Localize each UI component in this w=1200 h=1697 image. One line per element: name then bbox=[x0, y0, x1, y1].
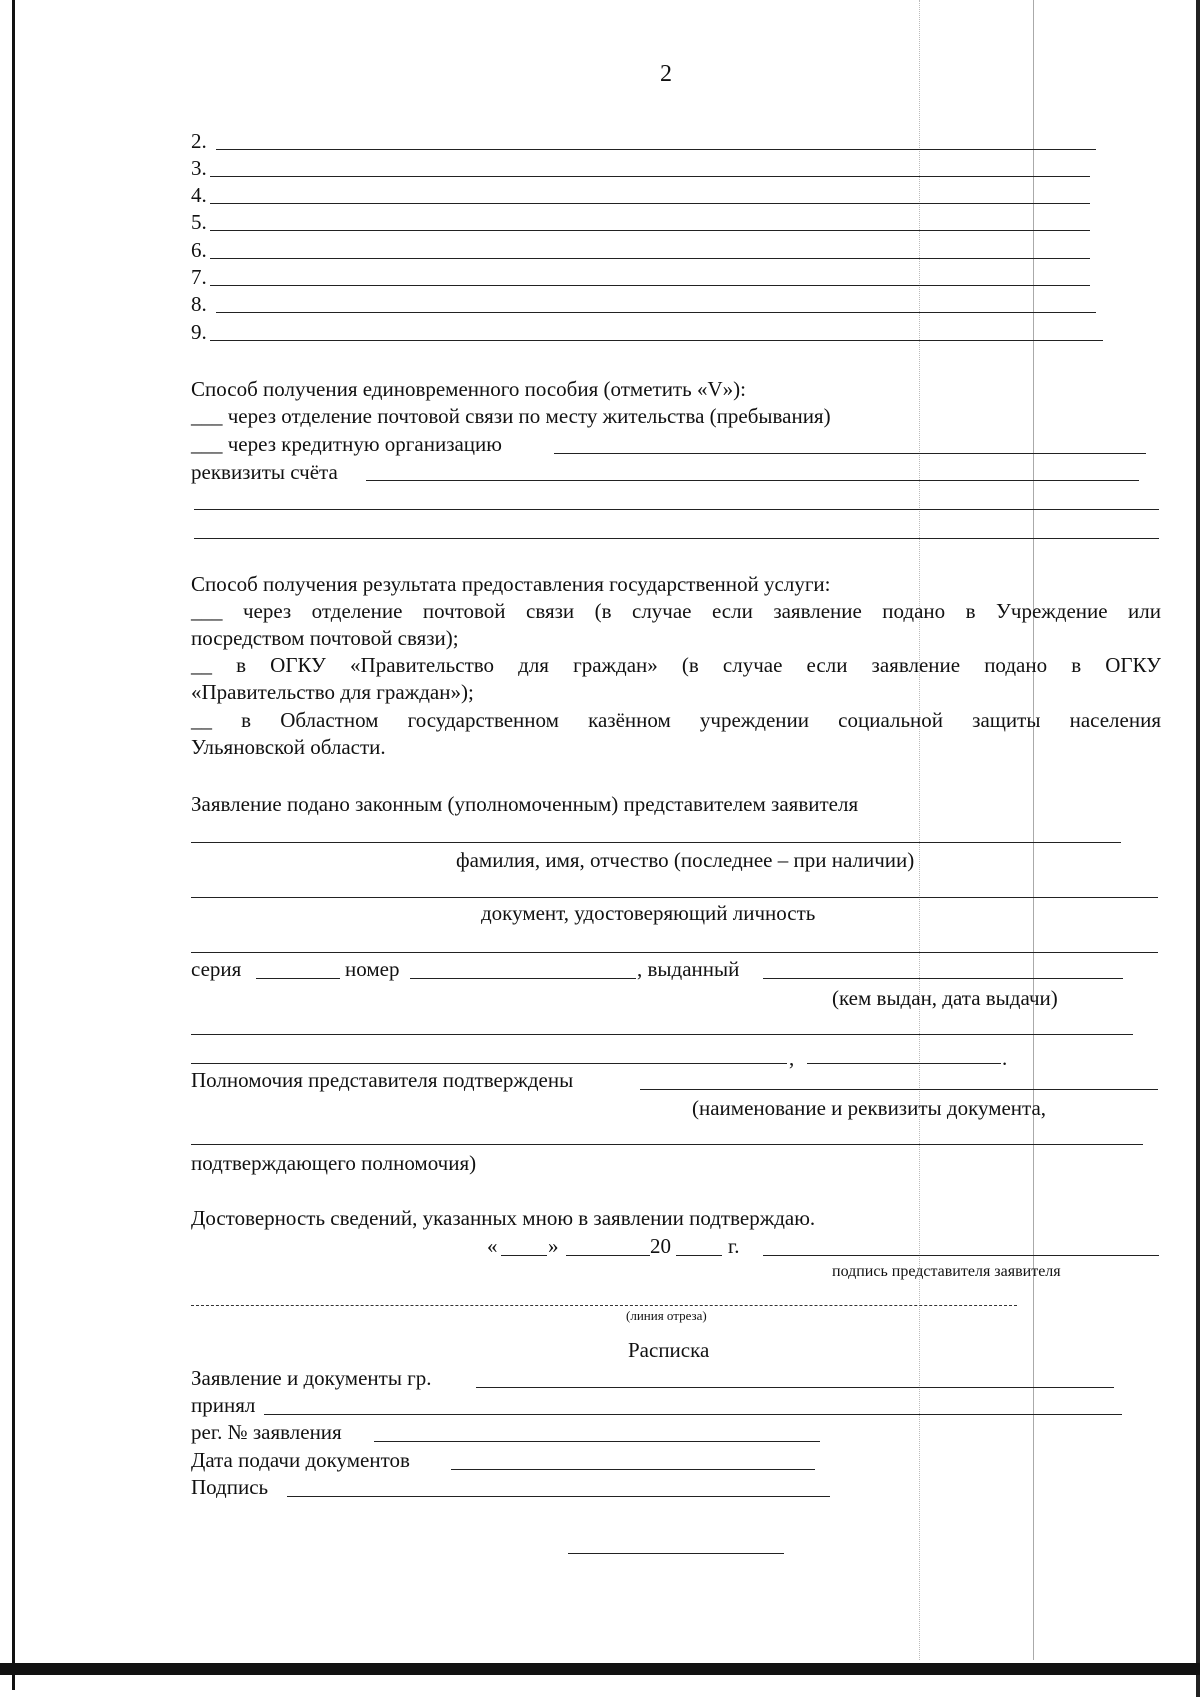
scan-border-bottom bbox=[0, 1663, 1200, 1675]
powers-field[interactable] bbox=[640, 1089, 1158, 1090]
scan-artifact-line bbox=[919, 0, 921, 1660]
scan-border-left bbox=[12, 0, 15, 1690]
receipt-accepted-label: принял bbox=[191, 1393, 256, 1417]
receipt-date-label: Дата подачи документов bbox=[191, 1448, 410, 1472]
fill-line[interactable] bbox=[216, 149, 1096, 150]
account-line-3[interactable] bbox=[194, 538, 1159, 539]
powers-caption: (наименование и реквизиты документа, bbox=[692, 1096, 1047, 1120]
list-number: 5. bbox=[191, 210, 207, 234]
series-label: серия bbox=[191, 957, 242, 981]
account-label: реквизиты счёта bbox=[191, 460, 338, 484]
fio-line[interactable] bbox=[191, 842, 1121, 843]
representative-heading: Заявление подано законным (уполномоченным) представителем заявителя bbox=[191, 792, 859, 816]
number-label: номер bbox=[345, 957, 400, 981]
issued-label: , выданный bbox=[637, 957, 740, 981]
result-option-ogku[interactable]: __ в ОГКУ «Правительство для граждан» (в случае если заявление подано в ОГКУ bbox=[191, 653, 1161, 677]
cut-line bbox=[191, 1305, 1017, 1306]
period: . bbox=[1002, 1046, 1008, 1070]
payment-option-credit[interactable]: ___ через кредитную организацию bbox=[191, 432, 502, 456]
fio-caption: фамилия, имя, отчество (последнее – при наличии) bbox=[456, 848, 915, 872]
fill-line[interactable] bbox=[210, 230, 1090, 231]
date-close-quote: » bbox=[548, 1234, 559, 1258]
issued-field[interactable] bbox=[763, 978, 1123, 979]
signature-field[interactable] bbox=[763, 1255, 1159, 1256]
receipt-title: Расписка bbox=[628, 1338, 710, 1362]
credit-org-line[interactable] bbox=[554, 453, 1146, 454]
doc-line-2[interactable] bbox=[191, 952, 1158, 953]
scan-border-right bbox=[1196, 0, 1200, 1697]
confirmation-text: Достоверность сведений, указанных мною в заявлении подтверждаю. bbox=[191, 1206, 816, 1230]
issued-line-2[interactable] bbox=[191, 1034, 1133, 1035]
receipt-accepted-field[interactable] bbox=[264, 1414, 1122, 1415]
list-number: 7. bbox=[191, 265, 207, 289]
fill-line[interactable] bbox=[210, 258, 1090, 259]
comma: , bbox=[789, 1046, 795, 1070]
powers-line-2[interactable] bbox=[191, 1144, 1143, 1145]
fill-line[interactable] bbox=[210, 176, 1090, 177]
doc-line[interactable] bbox=[191, 897, 1158, 898]
payment-method-heading: Способ получения единовременного пособия (отметить «V»): bbox=[191, 377, 746, 401]
account-line[interactable] bbox=[366, 480, 1139, 481]
result-option-social[interactable]: __ в Областном государственном казённом учреждении социальной защиты населения bbox=[191, 708, 1161, 732]
cut-line-caption: (линия отреза) bbox=[626, 1308, 707, 1323]
fill-line[interactable] bbox=[216, 312, 1096, 313]
issued-caption: (кем выдан, дата выдачи) bbox=[832, 986, 1058, 1010]
list-number: 3. bbox=[191, 156, 207, 180]
issued-date-field[interactable] bbox=[807, 1063, 1001, 1064]
result-option-social-cont: Ульяновской области. bbox=[191, 735, 386, 759]
receipt-date-field[interactable] bbox=[451, 1469, 815, 1470]
signature-caption: подпись представителя заявителя bbox=[832, 1263, 1061, 1280]
bottom-signature-line bbox=[568, 1553, 784, 1554]
fill-line[interactable] bbox=[210, 340, 1103, 341]
fill-line[interactable] bbox=[210, 285, 1090, 286]
account-line-2[interactable] bbox=[194, 509, 1159, 510]
fill-line[interactable] bbox=[210, 203, 1090, 204]
list-number: 9. bbox=[191, 320, 207, 344]
list-number: 2. bbox=[191, 129, 207, 153]
series-field[interactable] bbox=[256, 978, 340, 979]
receipt-sign-field[interactable] bbox=[287, 1496, 830, 1497]
date-year-field[interactable] bbox=[676, 1255, 722, 1256]
payment-option-post[interactable]: ___ через отделение почтовой связи по месту жительства (пребывания) bbox=[191, 404, 831, 428]
year-suffix: г. bbox=[728, 1234, 740, 1258]
receipt-sign-label: Подпись bbox=[191, 1475, 269, 1499]
list-number: 8. bbox=[191, 292, 207, 316]
issued-line-3[interactable] bbox=[191, 1063, 787, 1064]
result-option-post[interactable]: ___ через отделение почтовой связи (в случае если заявление подано в Учреждение или bbox=[191, 599, 1161, 623]
date-open-quote: « bbox=[487, 1234, 498, 1258]
date-day-field[interactable] bbox=[501, 1255, 547, 1256]
number-field[interactable] bbox=[410, 978, 636, 979]
date-month-field[interactable] bbox=[566, 1255, 650, 1256]
list-number: 6. bbox=[191, 238, 207, 262]
list-number: 4. bbox=[191, 183, 207, 207]
powers-caption-2: подтверждающего полномочия) bbox=[191, 1151, 477, 1175]
receipt-docs-label: Заявление и документы гр. bbox=[191, 1366, 432, 1390]
year-prefix: 20 bbox=[650, 1234, 671, 1258]
result-method-heading: Способ получения результата предоставления государственной услуги: bbox=[191, 572, 831, 596]
scan-artifact-line bbox=[1033, 0, 1034, 1660]
doc-caption: документ, удостоверяющий личность bbox=[481, 901, 816, 925]
receipt-reg-field[interactable] bbox=[374, 1441, 820, 1442]
result-option-post-cont: посредством почтовой связи); bbox=[191, 626, 459, 650]
receipt-docs-field[interactable] bbox=[476, 1387, 1114, 1388]
page-number: 2 bbox=[660, 61, 672, 87]
receipt-reg-label: рег. № заявления bbox=[191, 1420, 342, 1444]
powers-label: Полномочия представителя подтверждены bbox=[191, 1068, 574, 1092]
result-option-ogku-cont: «Правительство для граждан»); bbox=[191, 680, 474, 704]
